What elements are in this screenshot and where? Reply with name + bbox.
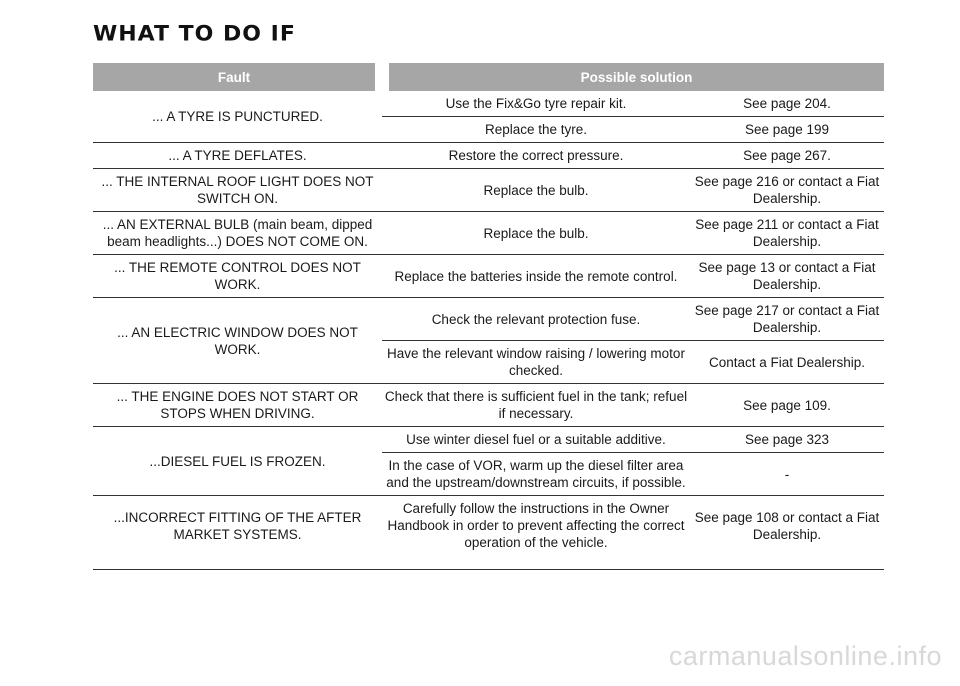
reference-cell: See page 217 or contact a Fiat Dealership. (690, 298, 884, 341)
reference-cell: See page 13 or contact a Fiat Dealership. (690, 255, 884, 298)
solution-cell: Carefully follow the instructions in the Owner Handbook in order to prevent affecting the correct operation of the vehicle. (382, 496, 690, 570)
fault-cell: ... AN EXTERNAL BULB (main beam, dipped beam headlights...) DOES NOT COME ON. (93, 212, 382, 255)
fault-cell: ...INCORRECT FITTING OF THE AFTER MARKET SYSTEMS. (93, 496, 382, 570)
fault-cell: ... A TYRE DEFLATES. (93, 143, 382, 169)
solution-cell: In the case of VOR, warm up the diesel filter area and the upstream/downstream circuits, if possible. (382, 453, 690, 496)
solution-cell: Replace the bulb. (382, 212, 690, 255)
reference-cell: See page 204. (690, 91, 884, 117)
table-row (93, 91, 884, 117)
table-row (93, 255, 884, 298)
fault-column-header: Fault (93, 63, 382, 91)
solution-cell: Replace the tyre. (382, 117, 690, 143)
fault-cell: ... A TYRE IS PUNCTURED. (93, 91, 382, 143)
table-row (93, 143, 884, 169)
solution-cell: Replace the bulb. (382, 169, 690, 212)
solution-cell: Check that there is sufficient fuel in the tank; refuel if necessary. (382, 384, 690, 427)
solution-cell: Have the relevant window raising / lowering motor checked. (382, 341, 690, 384)
reference-cell: See page 323 (690, 427, 884, 453)
solution-column-header: Possible solution (382, 63, 884, 91)
table-row (93, 298, 884, 341)
solution-cell: Use the Fix&Go tyre repair kit. (382, 91, 690, 117)
fault-cell: ... THE INTERNAL ROOF LIGHT DOES NOT SWITCH ON. (93, 169, 382, 212)
solution-cell: Use winter diesel fuel or a suitable additive. (382, 427, 690, 453)
reference-cell: Contact a Fiat Dealership. (690, 341, 884, 384)
watermark: carmanualsonline.info (668, 641, 942, 671)
reference-cell: See page 211 or contact a Fiat Dealership. (690, 212, 884, 255)
solution-cell: Replace the batteries inside the remote control. (382, 255, 690, 298)
reference-cell: - (690, 453, 884, 496)
table-header-row (93, 63, 884, 91)
reference-cell: See page 267. (690, 143, 884, 169)
table-row (93, 169, 884, 212)
table-row (93, 427, 884, 453)
table-row (93, 496, 884, 570)
fault-cell: ... AN ELECTRIC WINDOW DOES NOT WORK. (93, 298, 382, 384)
reference-cell: See page 108 or contact a Fiat Dealership. (690, 496, 884, 570)
table-row (93, 384, 884, 427)
fault-cell: ... THE REMOTE CONTROL DOES NOT WORK. (93, 255, 382, 298)
table-row (93, 212, 884, 255)
solution-cell: Check the relevant protection fuse. (382, 298, 690, 341)
reference-cell: See page 216 or contact a Fiat Dealership. (690, 169, 884, 212)
fault-cell: ... THE ENGINE DOES NOT START OR STOPS WHEN DRIVING. (93, 384, 382, 427)
solution-cell: Restore the correct pressure. (382, 143, 690, 169)
reference-cell: See page 199 (690, 117, 884, 143)
reference-cell: See page 109. (690, 384, 884, 427)
fault-table (93, 63, 884, 570)
page-title: WHAT TO DO IF (93, 22, 296, 47)
fault-cell: ...DIESEL FUEL IS FROZEN. (93, 427, 382, 496)
